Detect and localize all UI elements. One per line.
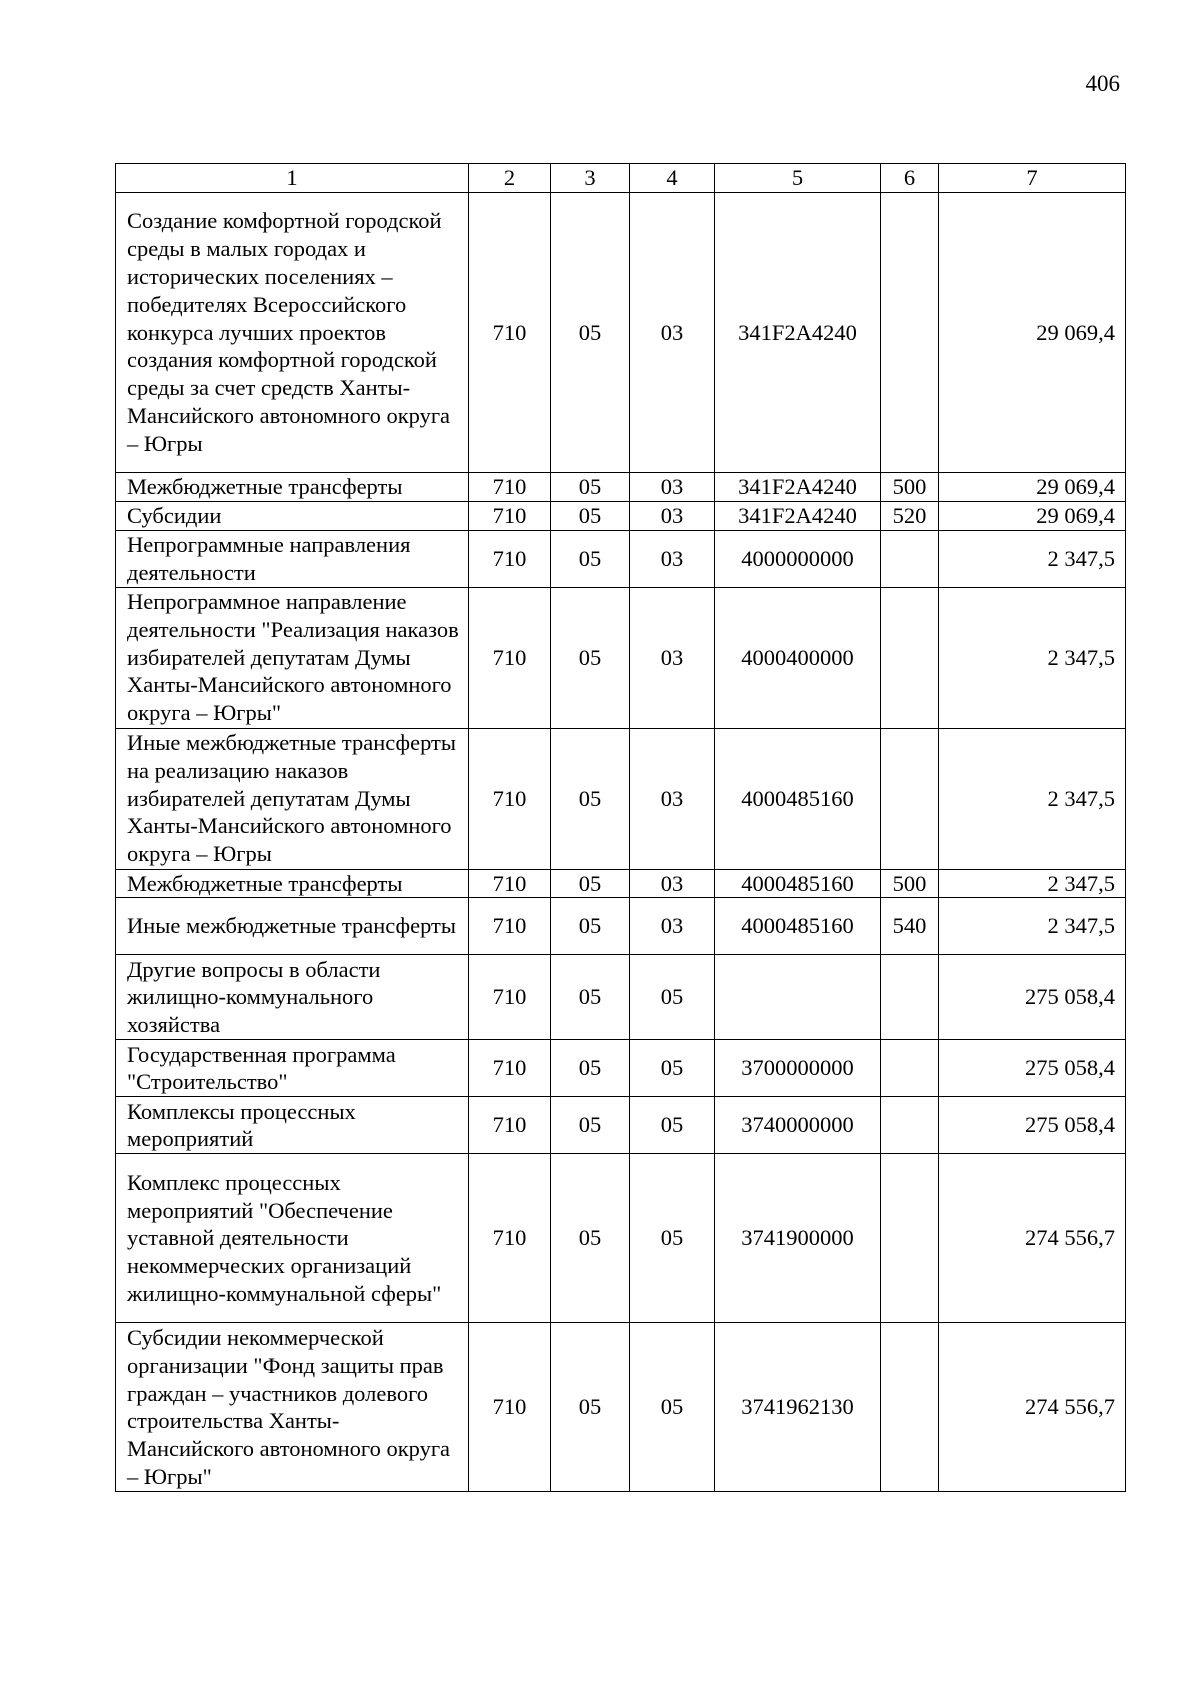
cell-expense-type [881,1323,939,1492]
cell-target-article: 341F2A4240 [715,473,881,502]
cell-expense-type [881,1097,939,1154]
cell-section: 05 [551,193,630,473]
table-row [116,193,1126,473]
table-row [116,1040,1126,1097]
cell-admin-code: 710 [469,1097,551,1154]
cell-expense-type [881,1154,939,1323]
cell-admin-code: 710 [469,473,551,502]
cell-target-article: 3700000000 [715,1040,881,1097]
cell-section: 05 [551,1154,630,1323]
cell-expense-type: 520 [881,501,939,530]
cell-amount: 2 347,5 [939,587,1126,728]
cell-amount: 29 069,4 [939,473,1126,502]
row-name: Непрограммное направление деятельности "Реализация наказов избирателей депутатам Думы Ханты-Мансийского автономного округа – Югры" [116,587,469,728]
cell-expense-type [881,1040,939,1097]
row-name: Государственная программа "Строительство" [116,1040,469,1097]
cell-section: 05 [551,728,630,869]
header-cell: 4 [630,164,715,193]
cell-section: 05 [551,869,630,898]
cell-subsection: 03 [630,898,715,955]
cell-amount: 2 347,5 [939,530,1126,587]
cell-admin-code: 710 [469,193,551,473]
row-name: Другие вопросы в области жилищно-коммунального хозяйства [116,955,469,1040]
cell-amount: 275 058,4 [939,955,1126,1040]
header-cell: 5 [715,164,881,193]
cell-section: 05 [551,587,630,728]
header-cell: 1 [116,164,469,193]
cell-target-article: 4000400000 [715,587,881,728]
cell-expense-type: 540 [881,898,939,955]
cell-amount: 29 069,4 [939,501,1126,530]
header-cell: 7 [939,164,1126,193]
cell-admin-code: 710 [469,898,551,955]
cell-subsection: 05 [630,955,715,1040]
cell-subsection: 03 [630,530,715,587]
budget-table [115,163,1126,1492]
table-row [116,898,1126,955]
cell-target-article: 4000000000 [715,530,881,587]
header-cell: 3 [551,164,630,193]
table-row [116,1154,1126,1323]
cell-subsection: 05 [630,1154,715,1323]
row-name: Иные межбюджетные трансферты на реализацию наказов избирателей депутатам Думы Ханты-Мансийского автономного округа – Югры [116,728,469,869]
cell-admin-code: 710 [469,1323,551,1492]
table-row [116,473,1126,502]
cell-admin-code: 710 [469,728,551,869]
table-row [116,728,1126,869]
cell-amount: 2 347,5 [939,869,1126,898]
table-row [116,1097,1126,1154]
row-name: Комплексы процессных мероприятий [116,1097,469,1154]
cell-section: 05 [551,1097,630,1154]
cell-subsection: 03 [630,587,715,728]
cell-target-article: 4000485160 [715,898,881,955]
cell-section: 05 [551,501,630,530]
row-name: Создание комфортной городской среды в малых городах и исторических поселениях – победителях Всероссийского конкурса лучших проектов создания комфортной городской среды за счет средств Ханты-Мансийского автономного округа – Югры [116,193,469,473]
cell-subsection: 05 [630,1323,715,1492]
cell-section: 05 [551,955,630,1040]
cell-section: 05 [551,530,630,587]
row-name: Иные межбюджетные трансферты [116,898,469,955]
cell-expense-type [881,587,939,728]
row-name: Межбюджетные трансферты [116,869,469,898]
cell-admin-code: 710 [469,501,551,530]
cell-section: 05 [551,473,630,502]
cell-target-article [715,955,881,1040]
row-name: Субсидии некоммерческой организации "Фонд защиты прав граждан – участников долевого строительства Ханты-Мансийского автономного округа – Югры" [116,1323,469,1492]
cell-admin-code: 710 [469,1154,551,1323]
cell-amount: 274 556,7 [939,1323,1126,1492]
table-row [116,955,1126,1040]
cell-admin-code: 710 [469,530,551,587]
cell-expense-type: 500 [881,473,939,502]
cell-amount: 29 069,4 [939,193,1126,473]
row-name: Непрограммные направления деятельности [116,530,469,587]
cell-target-article: 341F2A4240 [715,193,881,473]
cell-target-article: 4000485160 [715,869,881,898]
cell-subsection: 03 [630,501,715,530]
cell-target-article: 3741962130 [715,1323,881,1492]
page-number: 406 [1085,71,1120,96]
cell-amount: 2 347,5 [939,728,1126,869]
cell-admin-code: 710 [469,1040,551,1097]
cell-target-article: 341F2A4240 [715,501,881,530]
cell-subsection: 03 [630,193,715,473]
header-cell: 6 [881,164,939,193]
row-name: Комплекс процессных мероприятий "Обеспечение уставной деятельности некоммерческих организаций жилищно-коммунальной сферы" [116,1154,469,1323]
cell-target-article: 3741900000 [715,1154,881,1323]
cell-target-article: 3740000000 [715,1097,881,1154]
cell-target-article: 4000485160 [715,728,881,869]
cell-subsection: 03 [630,728,715,869]
cell-amount: 274 556,7 [939,1154,1126,1323]
cell-expense-type [881,530,939,587]
table-header-row [116,164,1126,193]
cell-section: 05 [551,1323,630,1492]
cell-admin-code: 710 [469,955,551,1040]
table-row [116,530,1126,587]
cell-expense-type [881,728,939,869]
row-name: Межбюджетные трансферты [116,473,469,502]
header-cell: 2 [469,164,551,193]
cell-subsection: 05 [630,1040,715,1097]
cell-admin-code: 710 [469,587,551,728]
cell-amount: 275 058,4 [939,1040,1126,1097]
cell-expense-type: 500 [881,869,939,898]
table-row [116,501,1126,530]
row-name: Субсидии [116,501,469,530]
cell-amount: 275 058,4 [939,1097,1126,1154]
cell-section: 05 [551,898,630,955]
cell-subsection: 03 [630,473,715,502]
cell-section: 05 [551,1040,630,1097]
table-row [116,587,1126,728]
table-row [116,869,1126,898]
cell-subsection: 05 [630,1097,715,1154]
cell-expense-type [881,193,939,473]
cell-amount: 2 347,5 [939,898,1126,955]
cell-subsection: 03 [630,869,715,898]
table-row [116,1323,1126,1492]
cell-expense-type [881,955,939,1040]
cell-admin-code: 710 [469,869,551,898]
